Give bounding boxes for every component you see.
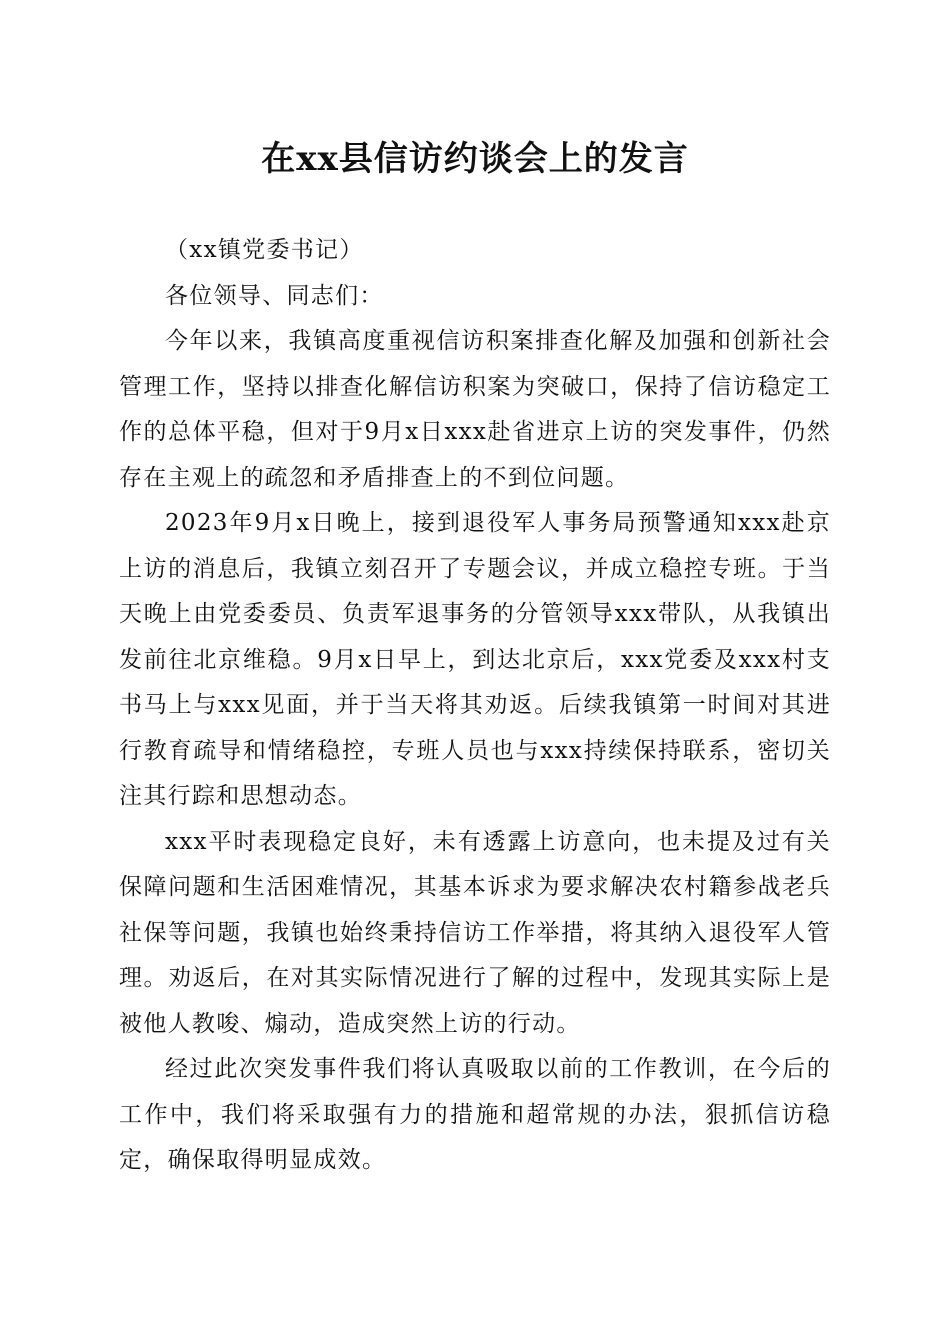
document-title: 在xx县信访约谈会上的发言 [261,139,689,179]
author-line: （xx镇党委书记） [165,237,364,263]
paragraph-2: 2023年9月x日晚上，接到退役军人事务局预警通知xxx赴京上访的消息后，我镇立刻召开了专题会议，并成立稳控专班。于当天晚上由党委委员、负责军退事务的分管领导xxx带队，从我镇出发前往北京维稳。9月x日早上，到达北京后，xxx党委及xxx村支书马上与xxx见面，并于当天将其劝返。后续我镇第一时间对其进行教育疏导和情绪稳控，专班人员也与xxx持续保持联系，密切关注其行踪和思想动态。 [119,510,831,809]
paragraph-1: 今年以来，我镇高度重视信访积案排查化解及加强和创新社会管理工作，坚持以排查化解信访积案为突破口，保持了信访稳定工作的总体平稳，但对于9月x日xxx赴省进京上访的突发事件，仍然存在主观上的疏忽和矛盾排查上的不到位问题。 [119,328,831,491]
salutation: 各位领导、同志们： [165,282,384,309]
document-body [119,228,831,1184]
paragraph-3: xxx平时表现稳定良好，未有透露上访意向，也未提及过有关保障问题和生活困难情况，其基本诉求为要求解决农村籍参战老兵社保等问题，我镇也始终秉持信访工作举措，将其纳入退役军人管理。劝返后，在对其实际情况进行了解的过程中，发现其实际上是被他人教唆、煽动，造成突然上访的行动。 [119,828,831,1037]
paragraph-4: 经过此次突发事件我们将认真吸取以前的工作教训，在今后的工作中，我们将采取强有力的措施和超常规的办法，狠抓信访稳定，确保取得明显成效。 [119,1056,831,1173]
